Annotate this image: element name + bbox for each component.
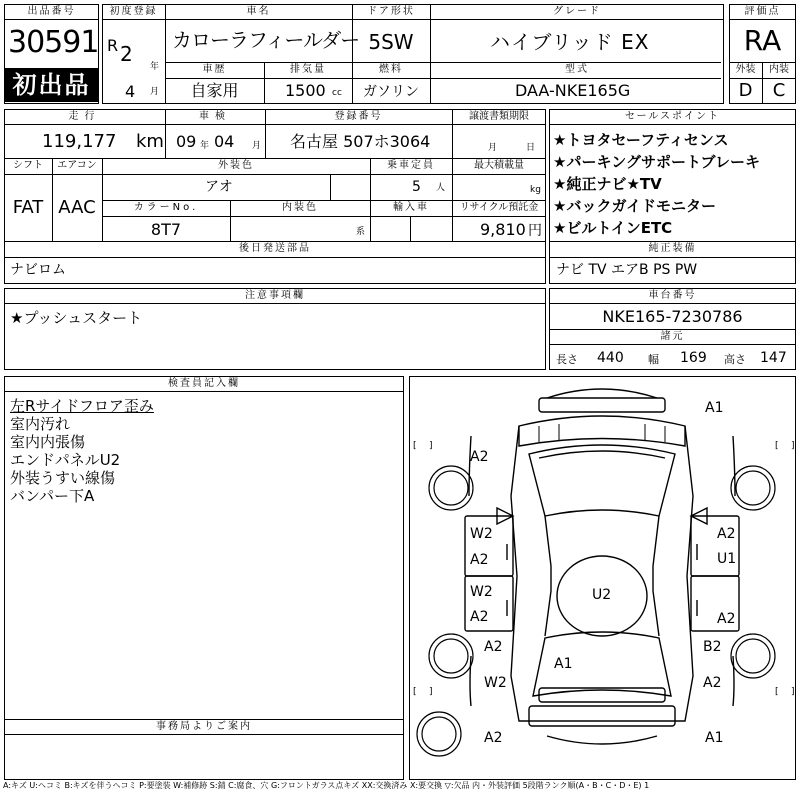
ac-label: エアコン [57, 160, 97, 171]
damage-mark: A1 [554, 656, 573, 672]
ext-grade: D [738, 80, 753, 101]
inspector-note: 室内汚れ [10, 415, 71, 433]
damage-mark: A2 [470, 552, 489, 568]
damage-mark: A2 [470, 449, 489, 465]
capacity-unit: 人 [436, 183, 446, 193]
fuel: ガソリン [363, 84, 419, 100]
score: RA [743, 24, 782, 57]
disp-label: 排気量 [290, 64, 326, 75]
door-label: ドア形状 [367, 6, 415, 17]
insp-year-unit: 年 [200, 141, 210, 151]
damage-mark: W2 [470, 526, 493, 542]
damage-mark: A2 [484, 639, 503, 655]
load-label: 最大積載量 [474, 160, 524, 171]
inspector-note: バンパー下A [10, 487, 95, 505]
reg-month: 4 [125, 82, 136, 101]
selling-point: ★バックガイドモニター [553, 197, 716, 215]
color: アオ [205, 179, 233, 195]
plate: 名古屋 507ホ3064 [290, 132, 431, 151]
selling-point: ★パーキングサポートブレーキ [553, 153, 760, 171]
svg-text:]: ] [791, 441, 795, 451]
inspector-note: 左Rサイドフロア歪み [10, 397, 154, 415]
svg-text:]: ] [791, 687, 795, 697]
selling-point: ★トヨタセーフティセンス [553, 131, 729, 149]
mileage-label: 走行 [68, 111, 101, 122]
inspector-notes [10, 397, 154, 505]
selling-points-list [553, 129, 760, 239]
car-diagram [409, 376, 796, 780]
length: 440 [597, 350, 624, 366]
int-label: 内装 [769, 64, 789, 75]
score-label: 評価点 [744, 6, 781, 17]
width-label: 幅 [648, 353, 659, 366]
plate-label: 登録番号 [334, 111, 383, 122]
grade-label: グレード [553, 6, 601, 17]
first-listing-badge: 初出品 [5, 68, 98, 102]
ac: AAC [58, 197, 96, 218]
grade: ハイブリッド EX [490, 30, 650, 54]
reg-era: R [107, 36, 119, 55]
equipment: ナビ TV エアB PS PW [556, 262, 698, 278]
inspector-note: エンドパネルU2 [10, 451, 121, 469]
lot-no: 30591 [8, 25, 99, 60]
damage-mark: A2 [470, 609, 489, 625]
damage-legend: A:キズ U:ヘコミ B:キズを伴うヘコミ P:要塗装 W:補修跡 S:錆 C:腐食、穴 G:フロントガラス点キズ XX:交換済み X:要交換 ▽:欠品 内・外装評価 5段階ランク順(A・B・C・D・E) 1 [3, 781, 650, 790]
disp-unit: cc [332, 88, 342, 98]
recycle-unit: 円 [528, 223, 542, 239]
reg-label: 初度登録 [109, 6, 158, 17]
model-label: 型式 [565, 64, 589, 75]
height-label: 高さ [724, 353, 746, 366]
inspection-label: 車検 [199, 111, 231, 122]
svg-text:[: [ [775, 441, 779, 451]
dims-label: 諸元 [660, 331, 685, 342]
height: 147 [760, 350, 787, 366]
capacity: 5 [412, 179, 421, 195]
inspector-label: 検査員記入欄 [168, 378, 240, 389]
history: 自家用 [190, 81, 239, 100]
svg-text:[: [ [413, 441, 417, 451]
int-grade: C [772, 80, 786, 101]
shift-label: シフト [13, 160, 43, 171]
width: 169 [680, 350, 707, 366]
intcolor-suffix: 系 [356, 227, 366, 237]
chassis-no: NKE165-7230786 [602, 307, 743, 326]
load-unit: kg [530, 185, 541, 195]
reg-month-unit: 月 [150, 87, 160, 97]
damage-mark: U2 [592, 587, 612, 603]
color-label: 外装色 [218, 160, 254, 171]
model: DAA-NKE165G [515, 81, 631, 100]
damage-mark: A1 [705, 400, 724, 416]
mileage-unit: km [136, 131, 164, 152]
transfer-month: 月 [488, 143, 498, 153]
equipment-label: 純正装備 [648, 243, 697, 254]
shift: FAT [12, 197, 44, 218]
damage-mark: A2 [484, 730, 503, 746]
later-parts: ナビロム [10, 262, 66, 278]
reg-year-unit: 年 [150, 62, 160, 72]
insp-year: 09 [176, 132, 197, 151]
caution-text: ★プッシュスタート [10, 309, 143, 327]
chassis-label: 車台番号 [648, 290, 697, 301]
damage-mark: A2 [717, 526, 736, 542]
recycle: 9,810 [480, 220, 526, 239]
inspector-note: 外装うすい線傷 [10, 469, 116, 487]
damage-mark: B2 [703, 639, 722, 655]
damage-mark: W2 [484, 675, 507, 691]
intcolor-label: 内装色 [282, 202, 318, 213]
svg-text:]: ] [429, 441, 433, 451]
ext-label: 外装 [735, 64, 756, 75]
carname: カローラフィールダー [172, 28, 360, 52]
transfer-day: 日 [526, 143, 536, 153]
selling-point: ★純正ナビ★TV [553, 175, 662, 193]
insp-month: 04 [214, 132, 235, 151]
transfer-label: 譲渡書類期限 [469, 111, 529, 122]
import-label: 輸入車 [393, 202, 429, 213]
selling-point: ★ビルトインETC [553, 219, 673, 237]
lot-no-label: 出品番号 [27, 6, 76, 17]
caution-label: 注意事項欄 [245, 290, 305, 301]
colorno: 8T7 [150, 220, 182, 239]
selling-points-label: セールスポイント [624, 111, 721, 122]
door: 5SW [368, 30, 414, 54]
mileage: 119,177 [42, 131, 117, 152]
inspector-note: 室内内張傷 [10, 433, 86, 451]
svg-text:]: ] [429, 687, 433, 697]
svg-text:[: [ [413, 687, 417, 697]
damage-mark: W2 [470, 584, 493, 600]
length-label: 長さ [556, 353, 578, 366]
displacement: 1500 [285, 81, 326, 100]
damage-mark: A2 [703, 675, 722, 691]
damage-mark: U1 [717, 551, 737, 567]
recycle-label: リサイクル預託金 [459, 202, 539, 213]
later-parts-label: 後日発送部品 [239, 243, 311, 254]
fuel-label: 燃料 [379, 64, 403, 75]
colorno-label: カラーNo. [133, 202, 199, 213]
svg-text:[: [ [775, 687, 779, 697]
reg-year: 2 [120, 42, 133, 66]
capacity-label: 乗車定員 [387, 160, 435, 171]
insp-month-unit: 月 [252, 141, 262, 151]
damage-mark: A2 [717, 611, 736, 627]
carname-label: 車名 [246, 6, 271, 17]
damage-mark: A1 [705, 730, 724, 746]
history-label: 車歴 [202, 64, 227, 75]
office-label: 事務局よりご案内 [156, 721, 252, 732]
